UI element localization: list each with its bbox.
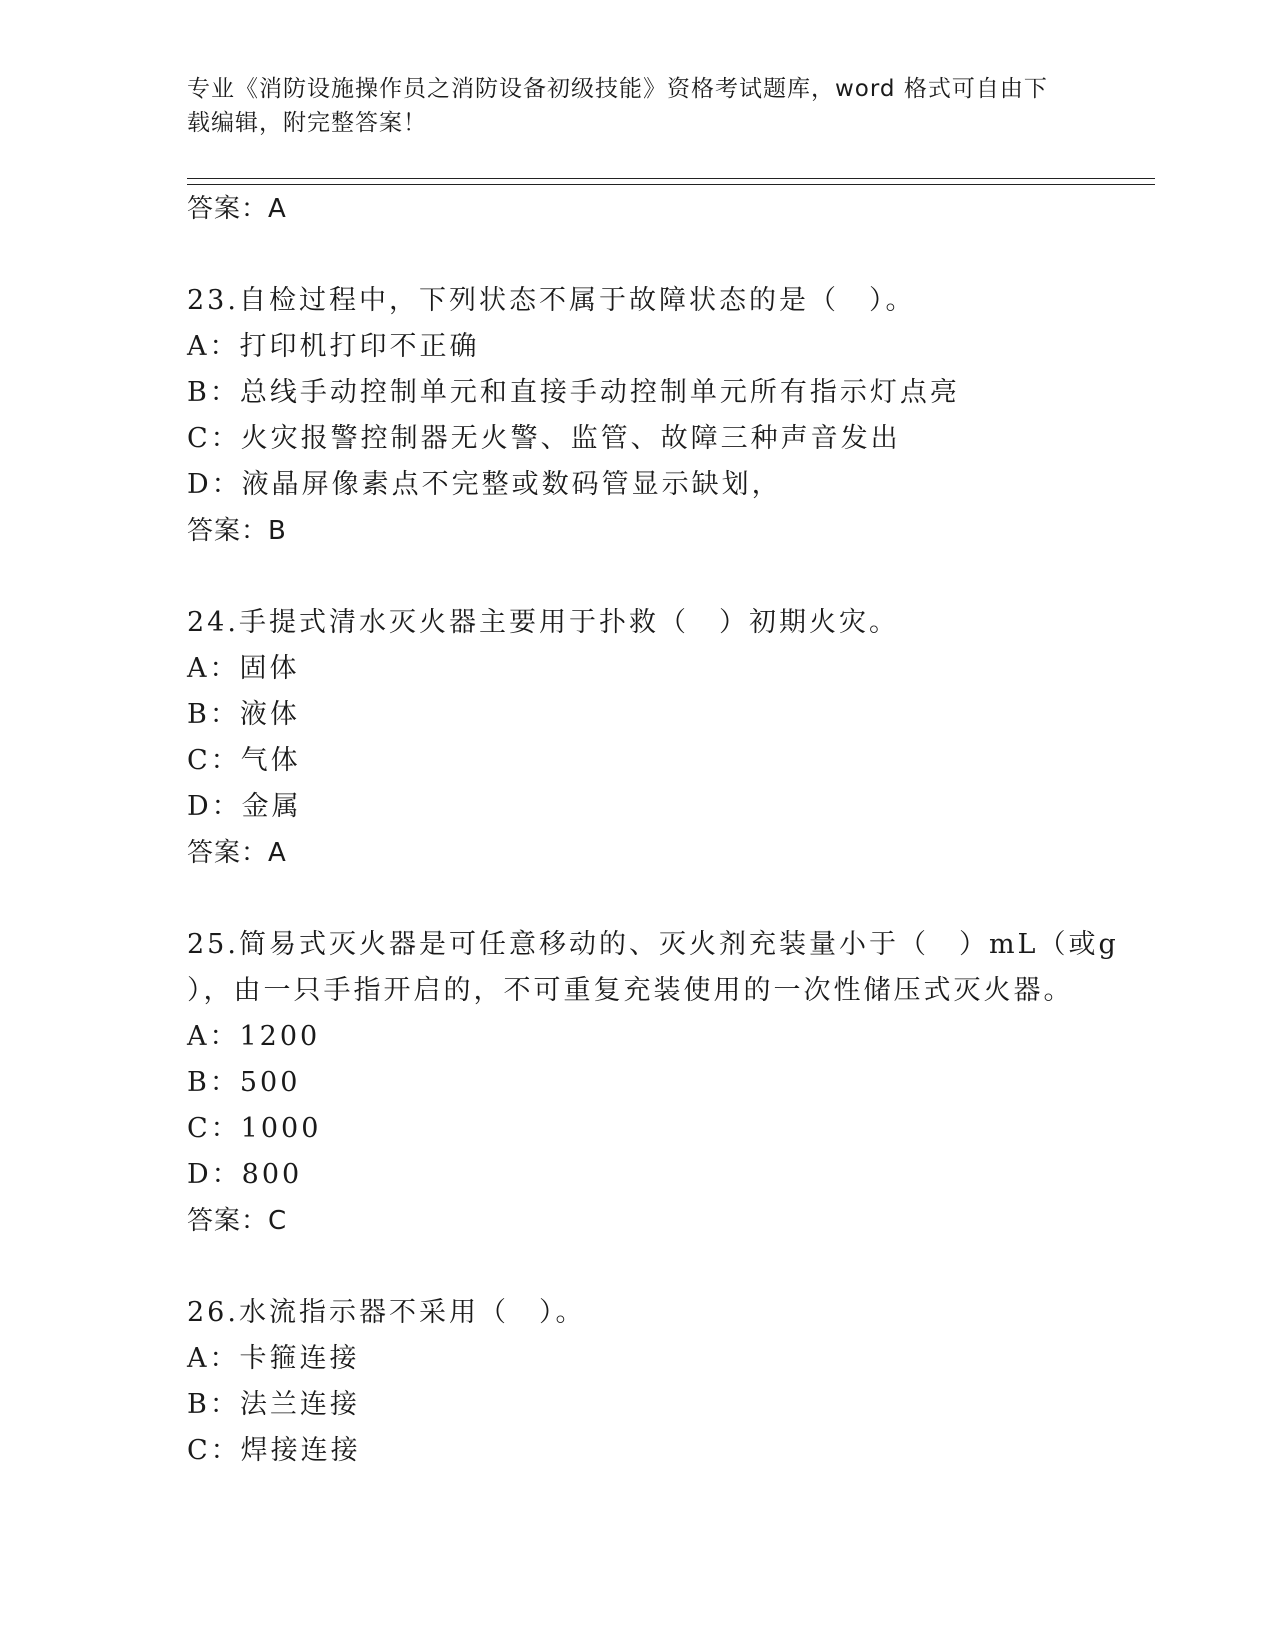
question-stem: 23.自检过程中，下列状态不属于故障状态的是（ ）。 — [187, 285, 916, 316]
option-b: B：总线手动控制单元和直接手动控制单元所有指示灯点亮 — [187, 377, 960, 408]
option-d: D：800 — [187, 1159, 303, 1190]
option-a: A：打印机打印不正确 — [187, 331, 480, 362]
spacer — [187, 232, 1147, 278]
question-answer: 答案：C — [187, 1206, 288, 1236]
question-stem: 26.水流指示器不采用（ ）。 — [187, 1297, 586, 1328]
spacer — [187, 876, 1147, 922]
question-stem: 24.手提式清水灭火器主要用于扑救（ ）初期火灾。 — [187, 607, 899, 638]
question-23 — [187, 278, 1147, 554]
option-b: B：液体 — [187, 699, 300, 730]
header-line-2: 载编辑，附完整答案！ — [187, 110, 427, 136]
question-list — [187, 186, 1147, 1474]
question-26 — [187, 1290, 1147, 1474]
option-c: C：1000 — [187, 1113, 322, 1144]
option-a: A：1200 — [187, 1021, 321, 1052]
question-24 — [187, 600, 1147, 876]
document-header — [187, 72, 1067, 140]
header-text: 专业《消防设施操作员之消防设备初级技能》资格考试题库， — [187, 76, 835, 102]
question-25 — [187, 922, 1147, 1244]
spacer — [187, 554, 1147, 600]
option-c: C：火灾报警控制器无火警、监管、故障三种声音发出 — [187, 423, 901, 454]
option-b: B：法兰连接 — [187, 1389, 360, 1420]
header-line-1 — [187, 72, 1067, 106]
header-text-cont: 格式可自由下 — [895, 76, 1048, 102]
option-a: A：卡箍连接 — [187, 1343, 360, 1374]
previous-answer: 答案：A — [187, 194, 287, 224]
option-d: D：金属 — [187, 791, 302, 822]
question-answer: 答案：B — [187, 516, 287, 546]
header-divider-top — [187, 178, 1155, 179]
header-divider-bottom — [187, 184, 1155, 185]
header-word-format: word — [835, 76, 896, 102]
question-answer: 答案：A — [187, 838, 287, 868]
option-c: C：焊接连接 — [187, 1435, 361, 1466]
option-a: A：固体 — [187, 653, 300, 684]
option-b: B：500 — [187, 1067, 301, 1098]
option-d: D：液晶屏像素点不完整或数码管显示缺划， — [187, 469, 782, 500]
question-stem-continued: ），由一只手指开启的，不可重复充装使用的一次性储压式灭火器。 — [187, 975, 1074, 1006]
spacer — [187, 1244, 1147, 1290]
option-c: C：气体 — [187, 745, 301, 776]
question-stem: 25.简易式灭火器是可任意移动的、灭火剂充装量小于（ ）mL（或g — [187, 929, 1119, 960]
